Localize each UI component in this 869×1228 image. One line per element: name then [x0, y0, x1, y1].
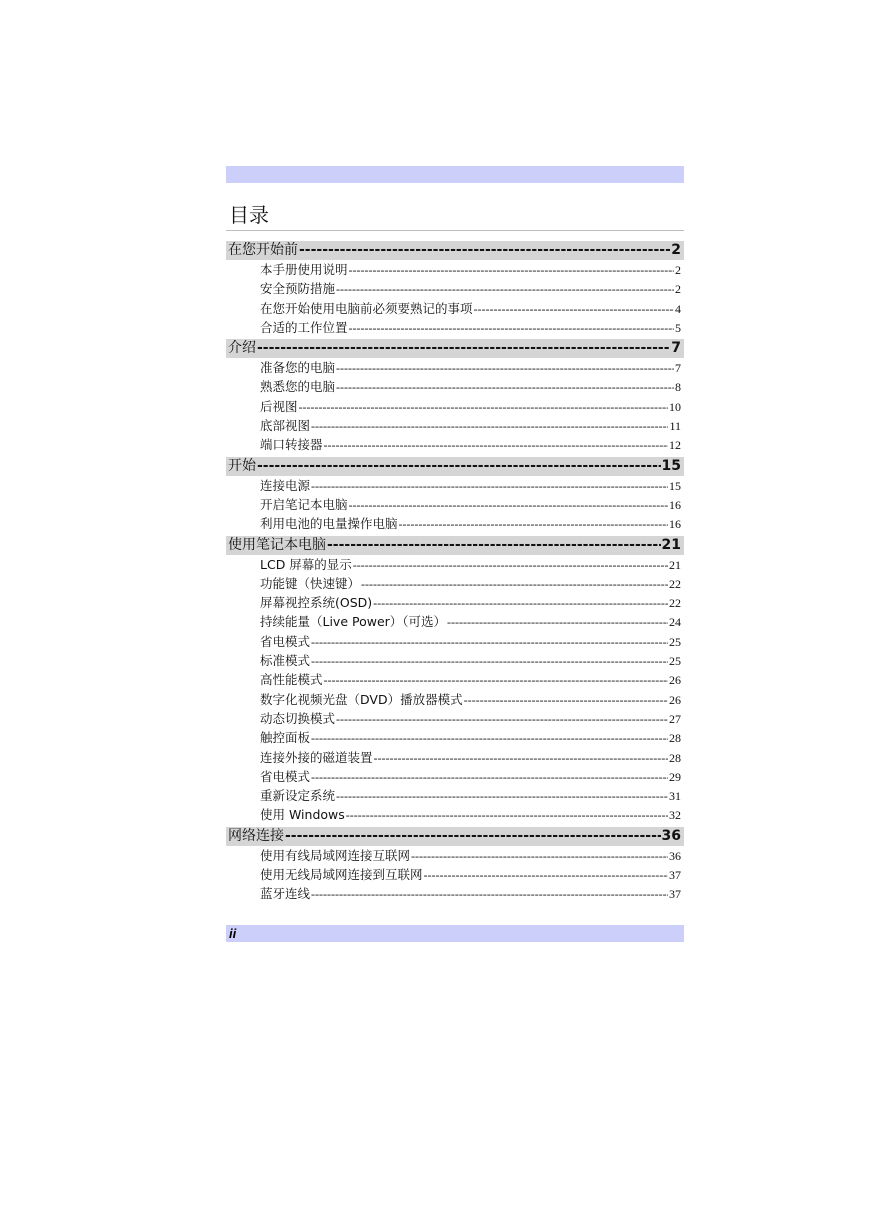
table-of-contents — [226, 239, 684, 904]
header-bar — [226, 166, 684, 183]
dot-leader — [311, 729, 668, 747]
toc-entry-page: 26 — [669, 691, 681, 709]
toc-entry-page: 5 — [675, 319, 681, 337]
toc-entry-label: 本手册使用说明 — [260, 260, 348, 279]
dot-leader — [353, 556, 668, 574]
dot-leader — [311, 885, 668, 903]
toc-entry[interactable] — [226, 884, 684, 903]
toc-entry-page: 2 — [675, 280, 681, 298]
dot-leader — [311, 633, 668, 651]
toc-entry-label: 触控面板 — [260, 728, 310, 747]
dot-leader — [311, 652, 668, 670]
dot-leader — [424, 866, 668, 884]
toc-entry-label: 重新设定系统 — [260, 786, 335, 805]
toc-entry[interactable] — [226, 670, 684, 689]
dot-leader — [327, 536, 661, 555]
toc-entry-page: 8 — [675, 378, 681, 396]
toc-entry-page: 26 — [669, 671, 681, 689]
toc-entry[interactable] — [226, 632, 684, 651]
toc-entry[interactable] — [226, 846, 684, 865]
toc-entry-page: 31 — [669, 787, 681, 805]
toc-entry[interactable] — [226, 865, 684, 884]
toc-entry-label: 端口转接器 — [260, 435, 323, 454]
toc-section[interactable] — [226, 827, 684, 846]
dot-leader — [464, 691, 668, 709]
toc-entry-page: 29 — [669, 768, 681, 786]
toc-entry-label: 功能键（快速键） — [260, 574, 360, 593]
toc-entry-label: 利用电池的电量操作电脑 — [260, 514, 398, 533]
toc-entry-label: 屏幕视控系统(OSD) — [260, 593, 372, 612]
dot-leader — [311, 417, 668, 435]
dot-leader — [373, 594, 668, 612]
toc-entry[interactable] — [226, 435, 684, 454]
toc-entry-page: 37 — [669, 885, 681, 903]
toc-section[interactable] — [226, 339, 684, 358]
toc-entry[interactable] — [226, 260, 684, 279]
toc-entry-page: 11 — [669, 417, 681, 435]
dot-leader — [336, 378, 674, 396]
toc-entry-page: 24 — [669, 613, 681, 631]
toc-entry-page: 32 — [669, 806, 681, 824]
dot-leader — [299, 398, 668, 416]
toc-entry[interactable] — [226, 377, 684, 396]
toc-section-label: 网络连接 — [228, 827, 284, 844]
dot-leader — [349, 261, 674, 279]
dot-leader — [285, 827, 661, 846]
toc-entry-label: 动态切换模式 — [260, 709, 335, 728]
toc-entry-label: 高性能模式 — [260, 670, 323, 689]
toc-entry-page: 22 — [669, 575, 681, 593]
toc-entry[interactable] — [226, 514, 684, 533]
toc-section-page: 7 — [671, 340, 681, 357]
toc-entry-label: 后视图 — [260, 397, 298, 416]
dot-leader — [336, 710, 668, 728]
toc-entry-page: 27 — [669, 710, 681, 728]
toc-entry[interactable] — [226, 651, 684, 670]
toc-section[interactable] — [226, 457, 684, 476]
dot-leader — [474, 300, 674, 318]
toc-section-page: 15 — [661, 457, 681, 474]
toc-entry-label: 标准模式 — [260, 651, 310, 670]
toc-section-page: 36 — [661, 827, 681, 844]
dot-leader — [336, 359, 674, 377]
dot-leader — [349, 319, 674, 337]
toc-entry-label: 连接电源 — [260, 476, 310, 495]
toc-entry-page: 37 — [669, 866, 681, 884]
toc-entry-page: 28 — [669, 749, 681, 767]
toc-section[interactable] — [226, 241, 684, 260]
toc-entry-page: 4 — [675, 300, 681, 318]
toc-section-label: 介绍 — [228, 340, 256, 357]
toc-entry[interactable] — [226, 358, 684, 377]
toc-section-label: 在您开始前 — [228, 242, 298, 258]
toc-entry[interactable] — [226, 748, 684, 767]
toc-section[interactable] — [226, 536, 684, 555]
toc-entry-page: 28 — [669, 729, 681, 747]
toc-entry-label: 使用 Windows — [260, 805, 345, 824]
toc-entry-page: 22 — [669, 594, 681, 612]
dot-leader — [399, 515, 668, 533]
toc-section-page: 21 — [661, 536, 681, 553]
dot-leader — [361, 575, 668, 593]
toc-entry-label: 准备您的电脑 — [260, 358, 335, 377]
footer-bar — [226, 925, 684, 942]
toc-entry[interactable] — [226, 728, 684, 747]
toc-section-page: 2 — [671, 242, 681, 258]
toc-entry[interactable] — [226, 279, 684, 298]
toc-entry-label: 蓝牙连线 — [260, 884, 310, 903]
toc-entry[interactable] — [226, 299, 684, 318]
dot-leader — [324, 671, 668, 689]
toc-entry-label: 省电模式 — [260, 767, 310, 786]
title-divider — [226, 230, 684, 231]
dot-leader — [311, 477, 668, 495]
toc-entry-label: 使用有线局域网连接互联网 — [260, 846, 410, 865]
dot-leader — [257, 457, 661, 476]
toc-entry[interactable] — [226, 476, 684, 495]
dot-leader — [411, 847, 668, 865]
dot-leader — [349, 496, 668, 514]
toc-entry-page: 12 — [669, 436, 681, 454]
toc-entry-label: LCD 屏幕的显示 — [260, 555, 352, 574]
toc-entry-page: 16 — [669, 515, 681, 533]
toc-entry-page: 21 — [669, 556, 681, 574]
toc-entry[interactable] — [226, 555, 684, 574]
toc-entry-page: 7 — [675, 359, 681, 377]
toc-entry[interactable] — [226, 397, 684, 416]
toc-entry-label: 持续能量（Live Power）（可选） — [260, 612, 446, 631]
toc-entry[interactable] — [226, 416, 684, 435]
toc-entry-page: 10 — [669, 398, 681, 416]
toc-entry-page: 16 — [669, 496, 681, 514]
toc-entry-label: 省电模式 — [260, 632, 310, 651]
toc-entry-label: 合适的工作位置 — [260, 318, 348, 337]
page-number: ii — [229, 926, 237, 941]
dot-leader — [324, 436, 668, 454]
toc-entry-label: 数字化视频光盘（DVD）播放器模式 — [260, 690, 463, 709]
dot-leader — [374, 749, 668, 767]
dot-leader — [311, 768, 668, 786]
toc-entry[interactable] — [226, 574, 684, 593]
toc-entry[interactable] — [226, 318, 684, 337]
toc-entry-label: 底部视图 — [260, 416, 310, 435]
dot-leader — [299, 241, 670, 260]
toc-entry[interactable] — [226, 767, 684, 786]
toc-entry-page: 25 — [669, 652, 681, 670]
toc-entry-label: 使用无线局域网连接到互联网 — [260, 865, 423, 884]
toc-entry-label: 在您开始使用电脑前必须要熟记的事项 — [260, 299, 473, 318]
toc-entry-page: 2 — [675, 261, 681, 279]
toc-entry-label: 连接外接的磁道装置 — [260, 748, 373, 767]
toc-entry-page: 36 — [669, 847, 681, 865]
dot-leader — [336, 787, 668, 805]
toc-section-label: 开始 — [228, 457, 256, 474]
toc-entry[interactable] — [226, 805, 684, 824]
dot-leader — [336, 280, 674, 298]
toc-entry[interactable] — [226, 690, 684, 709]
toc-entry[interactable] — [226, 786, 684, 805]
toc-entry-page: 15 — [669, 477, 681, 495]
toc-entry-label: 开启笔记本电脑 — [260, 495, 348, 514]
dot-leader — [346, 806, 668, 824]
toc-entry[interactable] — [226, 709, 684, 728]
toc-entry-label: 熟悉您的电脑 — [260, 377, 335, 396]
dot-leader — [257, 339, 670, 358]
toc-entry[interactable] — [226, 612, 684, 631]
toc-entry[interactable] — [226, 593, 684, 612]
toc-entry[interactable] — [226, 495, 684, 514]
toc-title: 目录 — [229, 203, 269, 227]
dot-leader — [447, 613, 668, 631]
toc-entry-label: 安全预防措施 — [260, 279, 335, 298]
toc-entry-page: 25 — [669, 633, 681, 651]
toc-section-label: 使用笔记本电脑 — [228, 536, 326, 553]
